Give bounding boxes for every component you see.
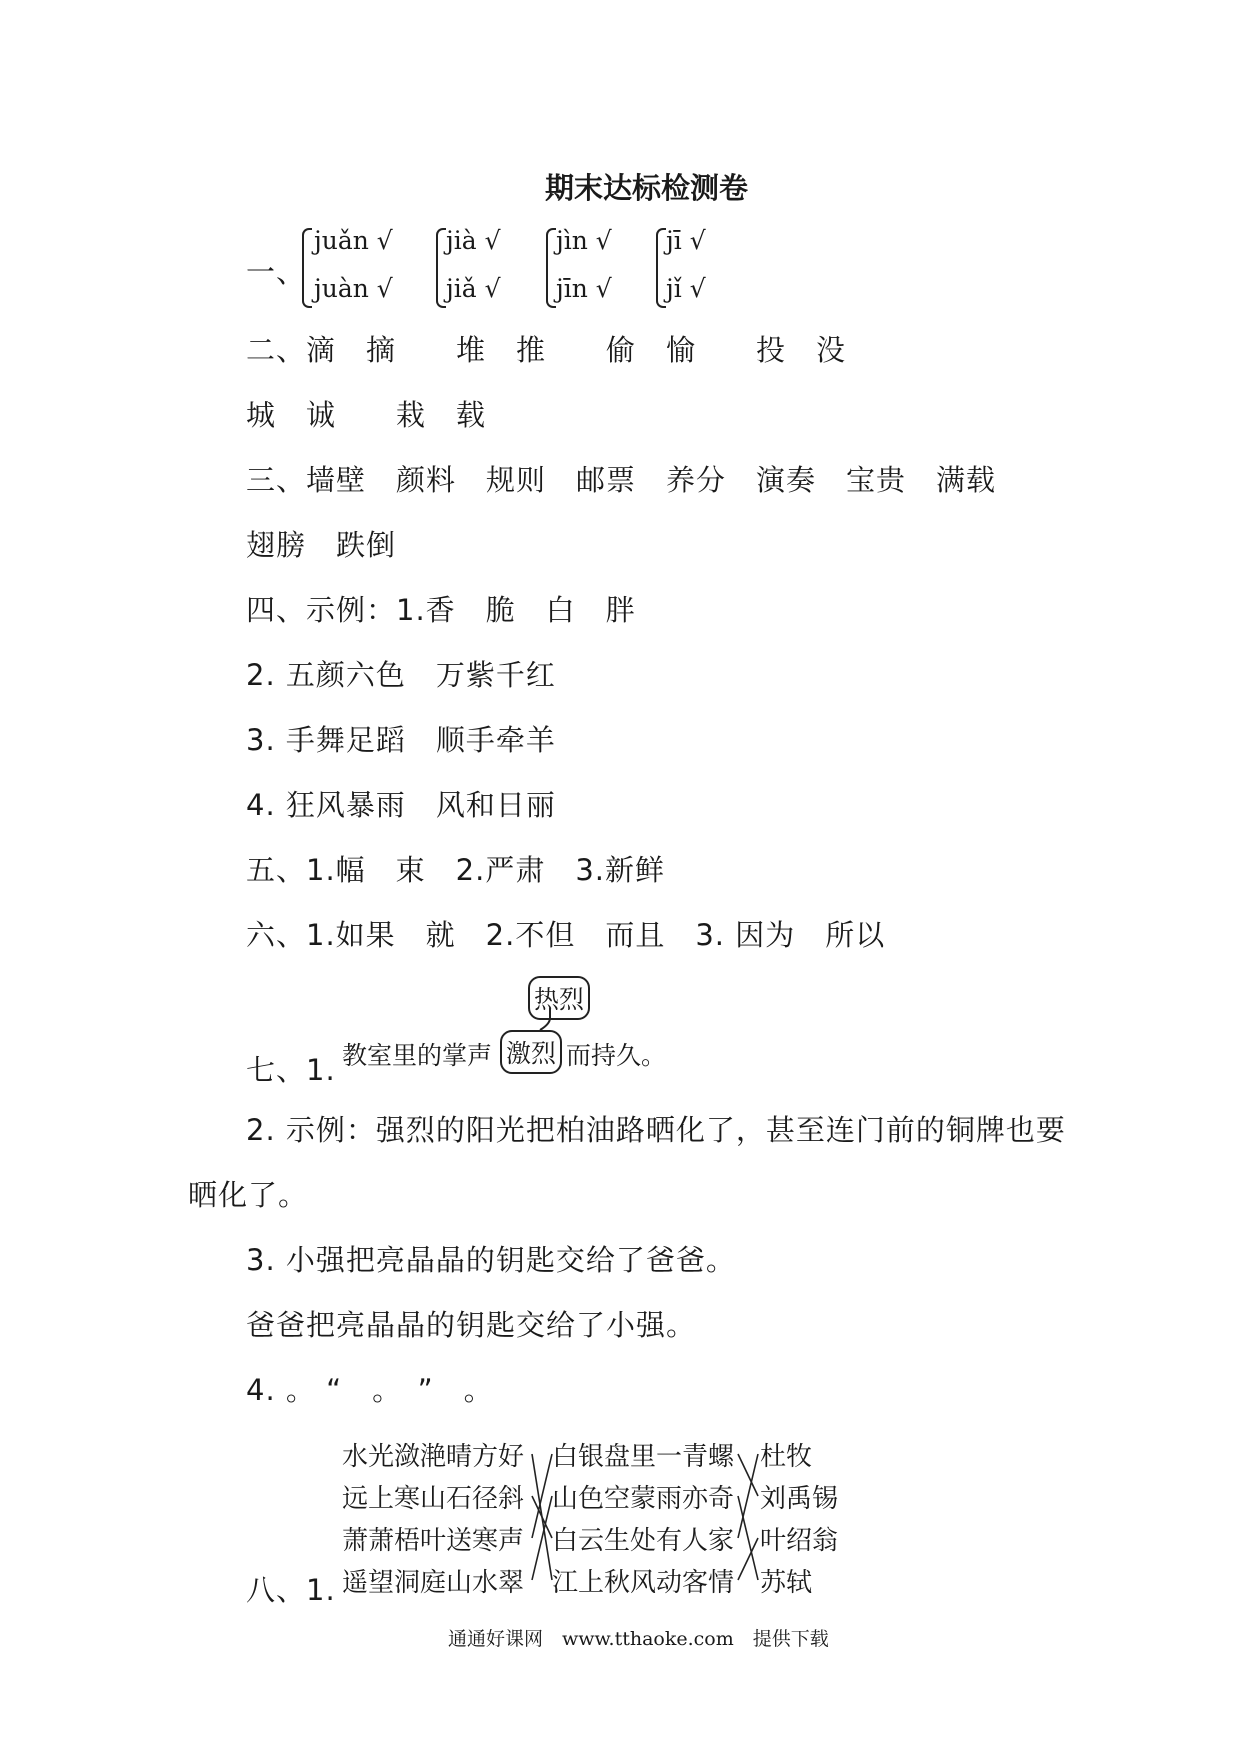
- q3-line1: 三、墙壁 颜料 规则 邮票 养分 演奏 宝贵 满载: [246, 463, 997, 497]
- poem-line-match: 白银盘里一青螺: [552, 1442, 735, 1472]
- match-line: [532, 1496, 552, 1580]
- q4-line2: 2. 五颜六色 万紫千红: [246, 658, 556, 692]
- poet-name: 叶绍翁: [760, 1526, 839, 1556]
- pinyin-top: jìn √: [556, 226, 612, 255]
- footer-text: 通通好课网 www.tthaoke.com 提供下载: [448, 1628, 829, 1650]
- q4-line4: 4. 狂风暴雨 风和日丽: [246, 788, 556, 822]
- poem-line-match: 白云生处有人家: [552, 1526, 735, 1556]
- q7-item4: 4. 。 “ 。 ” 。: [246, 1373, 494, 1407]
- match-line: [738, 1538, 758, 1580]
- match-line: [738, 1454, 758, 1538]
- q7-item2-line2: 晒化了。: [188, 1178, 309, 1212]
- q7-sentence-before: 教室里的掌声: [342, 1041, 493, 1070]
- match-line: [738, 1496, 758, 1580]
- poet-name: 苏轼: [760, 1568, 813, 1598]
- q4-line1: 四、示例：1.香 脆 白 胖: [246, 593, 636, 627]
- q2-line1: 二、滴 摘 堆 推 偷 愉 投 没: [246, 333, 847, 367]
- q8-label: 八、1.: [246, 1573, 336, 1607]
- q4-line3: 3. 手舞足蹈 顺手牵羊: [246, 723, 556, 757]
- q7-correction-word: 热烈: [528, 976, 590, 1020]
- q5-line1: 五、1.幅 束 2.严肃 3.新鲜: [246, 853, 666, 887]
- pinyin-bottom: jiǎ √: [446, 274, 501, 303]
- pinyin-bottom: juàn √: [314, 274, 393, 303]
- poem-line-match: 山色空蒙雨亦奇: [552, 1484, 735, 1514]
- q7-sentence-after: 而持久。: [566, 1041, 667, 1070]
- pinyin-bottom: jīn √: [556, 274, 612, 303]
- q7-item3-line1: 3. 小强把亮晶晶的钥匙交给了爸爸。: [246, 1243, 736, 1277]
- poem-line: 遥望洞庭山水翠: [342, 1568, 525, 1598]
- pinyin-top: jī √: [666, 226, 706, 255]
- q7-item2-line1: 2. 示例：强烈的阳光把柏油路晒化了，甚至连门前的铜牌也要: [246, 1113, 1066, 1147]
- q7-item3-line2: 爸爸把亮晶晶的钥匙交给了小强。: [246, 1308, 697, 1342]
- pinyin-top: juǎn √: [314, 226, 393, 255]
- poem-line: 水光潋滟晴方好: [342, 1442, 525, 1472]
- q6-line1: 六、1.如果 就 2.不但 而且 3. 因为 所以: [246, 918, 886, 952]
- q7-original-word: 激烈: [500, 1030, 562, 1074]
- poem-line-match: 江上秋风动客情: [552, 1568, 735, 1598]
- q1-label: 一、: [246, 255, 307, 289]
- poem-line: 远上寒山石径斜: [342, 1484, 525, 1514]
- match-line: [738, 1454, 758, 1496]
- q7-label: 七、1.: [246, 1053, 336, 1087]
- pinyin-bottom: jǐ √: [666, 274, 706, 303]
- q3-line2: 翅膀 跌倒: [246, 528, 397, 562]
- poem-line: 萧萧梧叶送寒声: [342, 1526, 525, 1556]
- page-title: 期末达标检测卷: [545, 171, 749, 205]
- poet-name: 杜牧: [760, 1442, 813, 1472]
- match-line: [532, 1454, 552, 1538]
- match-line: [532, 1496, 552, 1538]
- q2-line2: 城 诚 栽 载: [246, 398, 487, 432]
- pinyin-top: jià √: [446, 226, 501, 255]
- poet-name: 刘禹锡: [760, 1484, 839, 1514]
